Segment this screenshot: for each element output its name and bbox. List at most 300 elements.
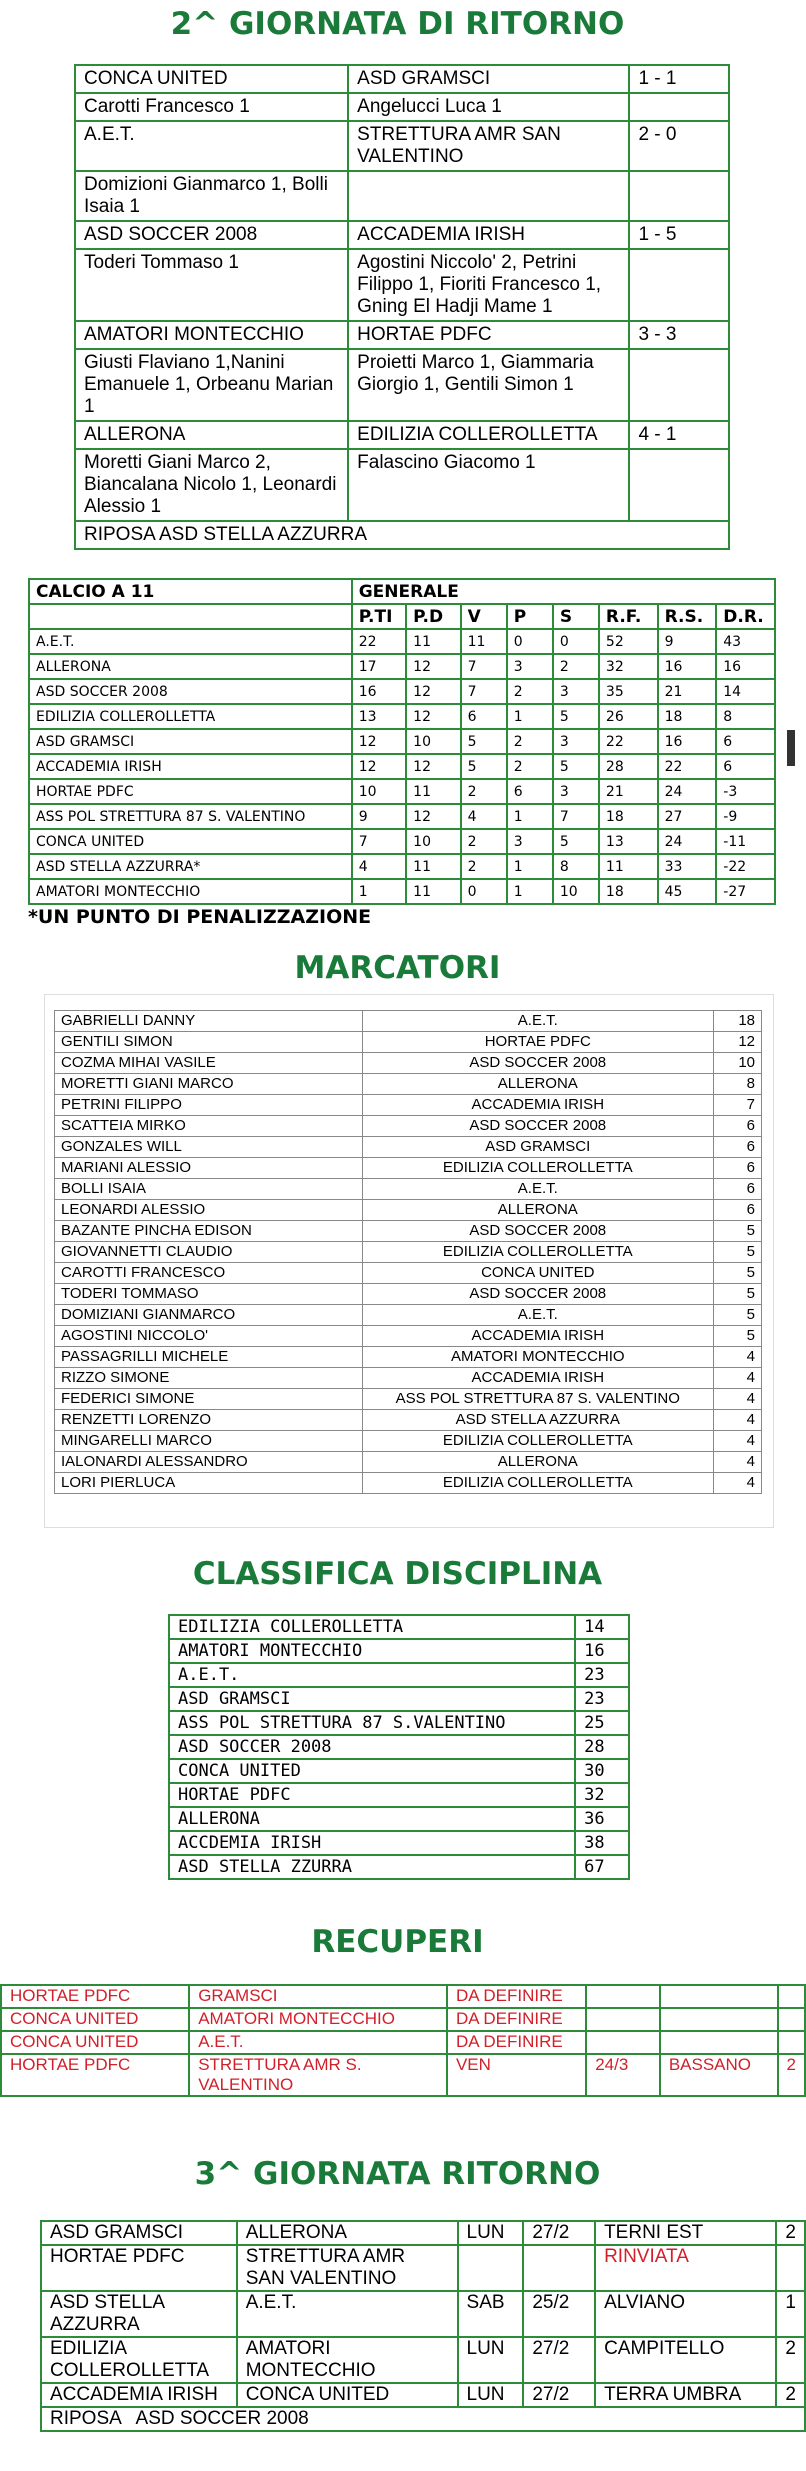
- stat-cell: 18: [599, 804, 658, 829]
- standings-row: [29, 629, 775, 654]
- score: 1 - 5: [629, 221, 729, 249]
- team-name: ALLERONA: [29, 654, 352, 679]
- goal-count: 8: [714, 1074, 762, 1095]
- stat-cell: 13: [599, 829, 658, 854]
- home-team: Giusti Flaviano 1,Nanini Emanuele 1, Orbeanu Marian 1: [75, 349, 348, 421]
- player-name: MORETTI GIANI MARCO: [55, 1074, 363, 1095]
- home-team: Toderi Tommaso 1: [75, 249, 348, 321]
- recupero-row: [1, 2008, 805, 2031]
- standings-table: [28, 578, 776, 905]
- team-name: HORTAE PDFC: [169, 1783, 575, 1807]
- stat-cell: 17: [352, 654, 406, 679]
- scorer-row: [55, 1326, 762, 1347]
- player-name: SCATTEIA MIRKO: [55, 1116, 363, 1137]
- date: 24/3: [586, 2054, 660, 2096]
- stat-cell: 2: [507, 754, 553, 779]
- player-team: ASD SOCCER 2008: [362, 1116, 713, 1137]
- venue: TERNI EST: [595, 2221, 776, 2245]
- stat-cell: 16: [716, 654, 775, 679]
- discipline-row: [169, 1783, 629, 1807]
- match-row: [75, 121, 729, 171]
- recuperi-title: RECUPERI: [311, 1924, 484, 1960]
- scorer-row: [55, 1074, 762, 1095]
- day: LUN: [458, 2221, 524, 2245]
- date: 25/2: [523, 2291, 595, 2337]
- player-name: GENTILI SIMON: [55, 1032, 363, 1053]
- player-team: ACCADEMIA IRISH: [362, 1326, 713, 1347]
- col-header: P: [507, 604, 553, 629]
- stat-cell: 45: [658, 879, 717, 904]
- discipline-points: 32: [575, 1783, 629, 1807]
- stat-cell: 52: [599, 629, 658, 654]
- goal-count: 18: [714, 1011, 762, 1032]
- stat-cell: 12: [406, 804, 460, 829]
- home-team: A.E.T.: [75, 121, 348, 171]
- discipline-points: 38: [575, 1831, 629, 1855]
- edge-shadow: [787, 730, 795, 766]
- discipline-row: [169, 1759, 629, 1783]
- stat-cell: 2: [553, 654, 599, 679]
- discipline-points: 36: [575, 1807, 629, 1831]
- scorer-row: [55, 1032, 762, 1053]
- discipline-table: [168, 1614, 630, 1880]
- player-name: MARIANI ALESSIO: [55, 1158, 363, 1179]
- stat-cell: 5: [461, 754, 507, 779]
- stat-cell: 11: [599, 854, 658, 879]
- scorer-row: [55, 1431, 762, 1452]
- scorers-row: [75, 171, 729, 221]
- discipline-title: CLASSIFICA DISCIPLINA: [192, 1556, 603, 1592]
- scorer-row: [55, 1305, 762, 1326]
- goal-count: 4: [714, 1410, 762, 1431]
- stat-cell: 11: [406, 629, 460, 654]
- away-team: Falascino Giacomo 1: [348, 449, 629, 521]
- player-name: BAZANTE PINCHA EDISON: [55, 1221, 363, 1242]
- rest-team: RIPOSA ASD SOCCER 2008: [41, 2407, 805, 2431]
- day: DA DEFINIRE: [447, 2008, 586, 2031]
- scorer-row: [55, 1410, 762, 1431]
- rest-team: RIPOSA ASD STELLA AZZURRA: [75, 521, 729, 549]
- col-header: R.S.: [658, 604, 717, 629]
- stat-cell: 7: [352, 829, 406, 854]
- player-team: ACCADEMIA IRISH: [362, 1095, 713, 1116]
- col-header: V: [461, 604, 507, 629]
- score: [629, 171, 729, 221]
- stat-cell: 5: [553, 704, 599, 729]
- stat-cell: 28: [599, 754, 658, 779]
- scorers-row: [75, 449, 729, 521]
- stat-cell: 11: [406, 779, 460, 804]
- stat-cell: 12: [352, 754, 406, 779]
- stat-cell: -22: [716, 854, 775, 879]
- home-team: ASD STELLA AZZURRA: [41, 2291, 237, 2337]
- stat-cell: 1: [507, 704, 553, 729]
- goal-count: 5: [714, 1305, 762, 1326]
- goal-count: 4: [714, 1452, 762, 1473]
- stat-cell: 21: [599, 779, 658, 804]
- day: [458, 2245, 524, 2291]
- team-name: ACCADEMIA IRISH: [29, 754, 352, 779]
- stat-cell: 26: [599, 704, 658, 729]
- stat-cell: 0: [507, 629, 553, 654]
- team-name: A.E.T.: [169, 1663, 575, 1687]
- stat-cell: -11: [716, 829, 775, 854]
- col-header: S: [553, 604, 599, 629]
- player-team: ALLERONA: [362, 1452, 713, 1473]
- goal-count: 6: [714, 1200, 762, 1221]
- time: 1: [776, 2291, 805, 2337]
- goal-count: 10: [714, 1053, 762, 1074]
- col-header: D.R.: [716, 604, 775, 629]
- recuperi-table: [0, 1984, 806, 2097]
- home-team: EDILIZIA COLLEROLLETTA: [41, 2337, 237, 2383]
- venue: [660, 1985, 778, 2008]
- player-team: EDILIZIA COLLEROLLETTA: [362, 1242, 713, 1263]
- away-team: Agostini Niccolo' 2, Petrini Filippo 1, Fioriti Francesco 1, Gning El Hadji Mame 1: [348, 249, 629, 321]
- discipline-points: 28: [575, 1735, 629, 1759]
- player-name: RENZETTI LORENZO: [55, 1410, 363, 1431]
- goal-count: 6: [714, 1116, 762, 1137]
- scorer-row: [55, 1116, 762, 1137]
- scorers-row: [75, 349, 729, 421]
- away-team: Proietti Marco 1, Giammaria Giorgio 1, Gentili Simon 1: [348, 349, 629, 421]
- player-team: A.E.T.: [362, 1011, 713, 1032]
- score: 4 - 1: [629, 421, 729, 449]
- venue: BASSANO: [660, 2054, 778, 2096]
- stat-cell: 24: [658, 829, 717, 854]
- discipline-row: [169, 1639, 629, 1663]
- stat-cell: 11: [406, 879, 460, 904]
- date: [523, 2245, 595, 2291]
- player-name: LEONARDI ALESSIO: [55, 1200, 363, 1221]
- stat-cell: 6: [716, 754, 775, 779]
- stat-cell: 3: [507, 829, 553, 854]
- score: [629, 249, 729, 321]
- fixture-row: [41, 2245, 805, 2291]
- venue: CAMPITELLO: [595, 2337, 776, 2383]
- discipline-row: [169, 1615, 629, 1639]
- venue: RINVIATA: [595, 2245, 776, 2291]
- stat-cell: 4: [352, 854, 406, 879]
- g2-table: [74, 64, 730, 550]
- scorer-row: [55, 1137, 762, 1158]
- scorer-row: [55, 1158, 762, 1179]
- player-team: ACCADEMIA IRISH: [362, 1368, 713, 1389]
- stat-cell: 3: [553, 779, 599, 804]
- away-team: ALLERONA: [237, 2221, 458, 2245]
- home-team: AMATORI MONTECCHIO: [75, 321, 348, 349]
- stat-cell: 0: [461, 879, 507, 904]
- player-team: ASD SOCCER 2008: [362, 1284, 713, 1305]
- stat-cell: 1: [352, 879, 406, 904]
- away-team: CONCA UNITED: [237, 2383, 458, 2407]
- stat-cell: 6: [716, 729, 775, 754]
- match-row: [75, 221, 729, 249]
- stat-cell: 2: [507, 729, 553, 754]
- stat-cell: 9: [658, 629, 717, 654]
- stat-cell: 22: [658, 754, 717, 779]
- discipline-row: [169, 1735, 629, 1759]
- stat-cell: 12: [406, 754, 460, 779]
- goal-count: 6: [714, 1179, 762, 1200]
- fixture-row: [41, 2291, 805, 2337]
- scorer-row: [55, 1368, 762, 1389]
- goal-count: 4: [714, 1347, 762, 1368]
- scorer-row: [55, 1200, 762, 1221]
- home-team: Carotti Francesco 1: [75, 93, 348, 121]
- stat-cell: 5: [553, 829, 599, 854]
- stat-cell: 5: [553, 754, 599, 779]
- player-name: GABRIELLI DANNY: [55, 1011, 363, 1032]
- player-name: CAROTTI FRANCESCO: [55, 1263, 363, 1284]
- discipline-points: 16: [575, 1639, 629, 1663]
- player-team: ALLERONA: [362, 1074, 713, 1095]
- day: DA DEFINIRE: [447, 1985, 586, 2008]
- player-name: PETRINI FILIPPO: [55, 1095, 363, 1116]
- away-team: AMATORI MONTECCHIO: [237, 2337, 458, 2383]
- penalty-note: *UN PUNTO DI PENALIZZAZIONE: [28, 906, 372, 928]
- scorer-row: [55, 1053, 762, 1074]
- standings-row: [29, 779, 775, 804]
- stat-cell: 3: [553, 729, 599, 754]
- player-name: IALONARDI ALESSANDRO: [55, 1452, 363, 1473]
- team-name: ASS POL STRETTURA 87 S.VALENTINO: [169, 1711, 575, 1735]
- stat-cell: 33: [658, 854, 717, 879]
- goal-count: 7: [714, 1095, 762, 1116]
- player-name: MINGARELLI MARCO: [55, 1431, 363, 1452]
- rest-row: [41, 2407, 805, 2431]
- player-name: GONZALES WILL: [55, 1137, 363, 1158]
- team-name: ASD GRAMSCI: [29, 729, 352, 754]
- scorers-table: [54, 1010, 762, 1494]
- time: [776, 2245, 805, 2291]
- discipline-row: [169, 1663, 629, 1687]
- g3-table: [40, 2220, 806, 2432]
- time: [778, 1985, 806, 2008]
- stat-cell: 10: [352, 779, 406, 804]
- goal-count: 4: [714, 1431, 762, 1452]
- home-team: CONCA UNITED: [1, 2031, 189, 2054]
- standings-row: [29, 804, 775, 829]
- date: [586, 2031, 660, 2054]
- scorers-title: MARCATORI: [294, 950, 501, 986]
- discipline-row: [169, 1831, 629, 1855]
- team-name: ASD SOCCER 2008: [169, 1735, 575, 1759]
- scorer-row: [55, 1284, 762, 1305]
- score: 3 - 3: [629, 321, 729, 349]
- scorers-row: [75, 249, 729, 321]
- stat-cell: 2: [461, 829, 507, 854]
- stat-cell: 2: [461, 779, 507, 804]
- team-name: ASD GRAMSCI: [169, 1687, 575, 1711]
- away-team: STRETTURA AMR S. VALENTINO: [189, 2054, 447, 2096]
- stat-cell: 22: [352, 629, 406, 654]
- score: [629, 93, 729, 121]
- venue: [660, 2031, 778, 2054]
- stat-cell: 18: [599, 879, 658, 904]
- recupero-row: [1, 2054, 805, 2096]
- col-header: P.TI: [352, 604, 406, 629]
- discipline-row: [169, 1807, 629, 1831]
- rest-row: [75, 521, 729, 549]
- time: 2: [778, 2054, 806, 2096]
- stat-cell: 8: [716, 704, 775, 729]
- stat-cell: 12: [406, 704, 460, 729]
- recupero-row: [1, 2031, 805, 2054]
- home-team: HORTAE PDFC: [1, 1985, 189, 2008]
- standings-row: [29, 754, 775, 779]
- date: 27/2: [523, 2221, 595, 2245]
- scorer-row: [55, 1242, 762, 1263]
- match-row: [75, 65, 729, 93]
- team-name: ASD STELLA AZZURRA*: [29, 854, 352, 879]
- team-name: EDILIZIA COLLEROLLETTA: [169, 1615, 575, 1639]
- venue: ALVIANO: [595, 2291, 776, 2337]
- discipline-points: 14: [575, 1615, 629, 1639]
- standings-row: [29, 679, 775, 704]
- discipline-row: [169, 1687, 629, 1711]
- home-team: HORTAE PDFC: [41, 2245, 237, 2291]
- player-name: RIZZO SIMONE: [55, 1368, 363, 1389]
- stat-cell: 10: [553, 879, 599, 904]
- g2-title: 2^ GIORNATA DI RITORNO: [170, 6, 625, 42]
- fixture-row: [41, 2221, 805, 2245]
- player-team: ASD STELLA AZZURRA: [362, 1410, 713, 1431]
- stat-cell: 35: [599, 679, 658, 704]
- player-team: HORTAE PDFC: [362, 1032, 713, 1053]
- player-name: COZMA MIHAI VASILE: [55, 1053, 363, 1074]
- scorers-row: [75, 93, 729, 121]
- date: [586, 2008, 660, 2031]
- stat-cell: 3: [553, 679, 599, 704]
- scorer-row: [55, 1011, 762, 1032]
- home-team: HORTAE PDFC: [1, 2054, 189, 2096]
- stat-cell: 11: [406, 854, 460, 879]
- goal-count: 5: [714, 1242, 762, 1263]
- player-name: BOLLI ISAIA: [55, 1179, 363, 1200]
- player-team: A.E.T.: [362, 1305, 713, 1326]
- match-row: [75, 421, 729, 449]
- standings-header: [29, 604, 775, 629]
- team-name: ASD STELLA ZZURRA: [169, 1855, 575, 1879]
- player-team: ASD SOCCER 2008: [362, 1053, 713, 1074]
- stat-cell: 9: [352, 804, 406, 829]
- scorer-row: [55, 1452, 762, 1473]
- stat-cell: 12: [352, 729, 406, 754]
- player-team: A.E.T.: [362, 1179, 713, 1200]
- away-team: AMATORI MONTECCHIO: [189, 2008, 447, 2031]
- stat-cell: 7: [461, 679, 507, 704]
- day: LUN: [458, 2383, 524, 2407]
- player-team: ASD GRAMSCI: [362, 1137, 713, 1158]
- day: SAB: [458, 2291, 524, 2337]
- stat-cell: 24: [658, 779, 717, 804]
- scorer-row: [55, 1095, 762, 1116]
- standings-row: [29, 879, 775, 904]
- stat-cell: 2: [507, 679, 553, 704]
- player-team: EDILIZIA COLLEROLLETTA: [362, 1158, 713, 1179]
- standings-row: [29, 829, 775, 854]
- day: LUN: [458, 2337, 524, 2383]
- stat-cell: 21: [658, 679, 717, 704]
- goal-count: 6: [714, 1137, 762, 1158]
- standings-label: CALCIO A 11: [29, 579, 352, 604]
- goal-count: 5: [714, 1221, 762, 1242]
- venue: TERRA UMBRA: [595, 2383, 776, 2407]
- home-team: ALLERONA: [75, 421, 348, 449]
- stat-cell: -3: [716, 779, 775, 804]
- goal-count: 4: [714, 1368, 762, 1389]
- venue: [660, 2008, 778, 2031]
- away-team: A.E.T.: [189, 2031, 447, 2054]
- stat-cell: 18: [658, 704, 717, 729]
- away-team: Angelucci Luca 1: [348, 93, 629, 121]
- away-team: ACCADEMIA IRISH: [348, 221, 629, 249]
- stat-cell: 43: [716, 629, 775, 654]
- stat-cell: 1: [507, 804, 553, 829]
- stat-cell: 13: [352, 704, 406, 729]
- scorer-row: [55, 1221, 762, 1242]
- team-name: AMATORI MONTECCHIO: [169, 1639, 575, 1663]
- header-blank: [29, 604, 352, 629]
- time: [778, 2008, 806, 2031]
- home-team: ACCADEMIA IRISH: [41, 2383, 237, 2407]
- goal-count: 4: [714, 1473, 762, 1494]
- standings-row: [29, 704, 775, 729]
- player-name: AGOSTINI NICCOLO': [55, 1326, 363, 1347]
- stat-cell: 8: [553, 854, 599, 879]
- discipline-points: 67: [575, 1855, 629, 1879]
- team-name: CONCA UNITED: [169, 1759, 575, 1783]
- match-row: [75, 321, 729, 349]
- team-name: AMATORI MONTECCHIO: [29, 879, 352, 904]
- stat-cell: 10: [406, 729, 460, 754]
- away-team: A.E.T.: [237, 2291, 458, 2337]
- team-name: ALLERONA: [169, 1807, 575, 1831]
- score: [629, 449, 729, 521]
- stat-cell: 12: [406, 654, 460, 679]
- time: 2: [776, 2221, 805, 2245]
- away-team: EDILIZIA COLLEROLLETTA: [348, 421, 629, 449]
- goal-count: 5: [714, 1263, 762, 1284]
- player-team: EDILIZIA COLLEROLLETTA: [362, 1431, 713, 1452]
- scorer-row: [55, 1389, 762, 1410]
- stat-cell: -27: [716, 879, 775, 904]
- stat-cell: 2: [461, 854, 507, 879]
- stat-cell: 3: [507, 654, 553, 679]
- team-name: ACCDEMIA IRISH: [169, 1831, 575, 1855]
- stat-cell: 1: [507, 879, 553, 904]
- score: [629, 349, 729, 421]
- discipline-points: 23: [575, 1663, 629, 1687]
- goal-count: 4: [714, 1389, 762, 1410]
- away-team: HORTAE PDFC: [348, 321, 629, 349]
- discipline-points: 25: [575, 1711, 629, 1735]
- stat-cell: 6: [461, 704, 507, 729]
- goal-count: 5: [714, 1284, 762, 1305]
- team-name: A.E.T.: [29, 629, 352, 654]
- home-team: CONCA UNITED: [75, 65, 348, 93]
- player-name: GIOVANNETTI CLAUDIO: [55, 1242, 363, 1263]
- stat-cell: 10: [406, 829, 460, 854]
- standings-group: GENERALE: [352, 579, 775, 604]
- stat-cell: -9: [716, 804, 775, 829]
- goal-count: 12: [714, 1032, 762, 1053]
- recupero-row: [1, 1985, 805, 2008]
- stat-cell: 12: [406, 679, 460, 704]
- discipline-row: [169, 1711, 629, 1735]
- date: 27/2: [523, 2337, 595, 2383]
